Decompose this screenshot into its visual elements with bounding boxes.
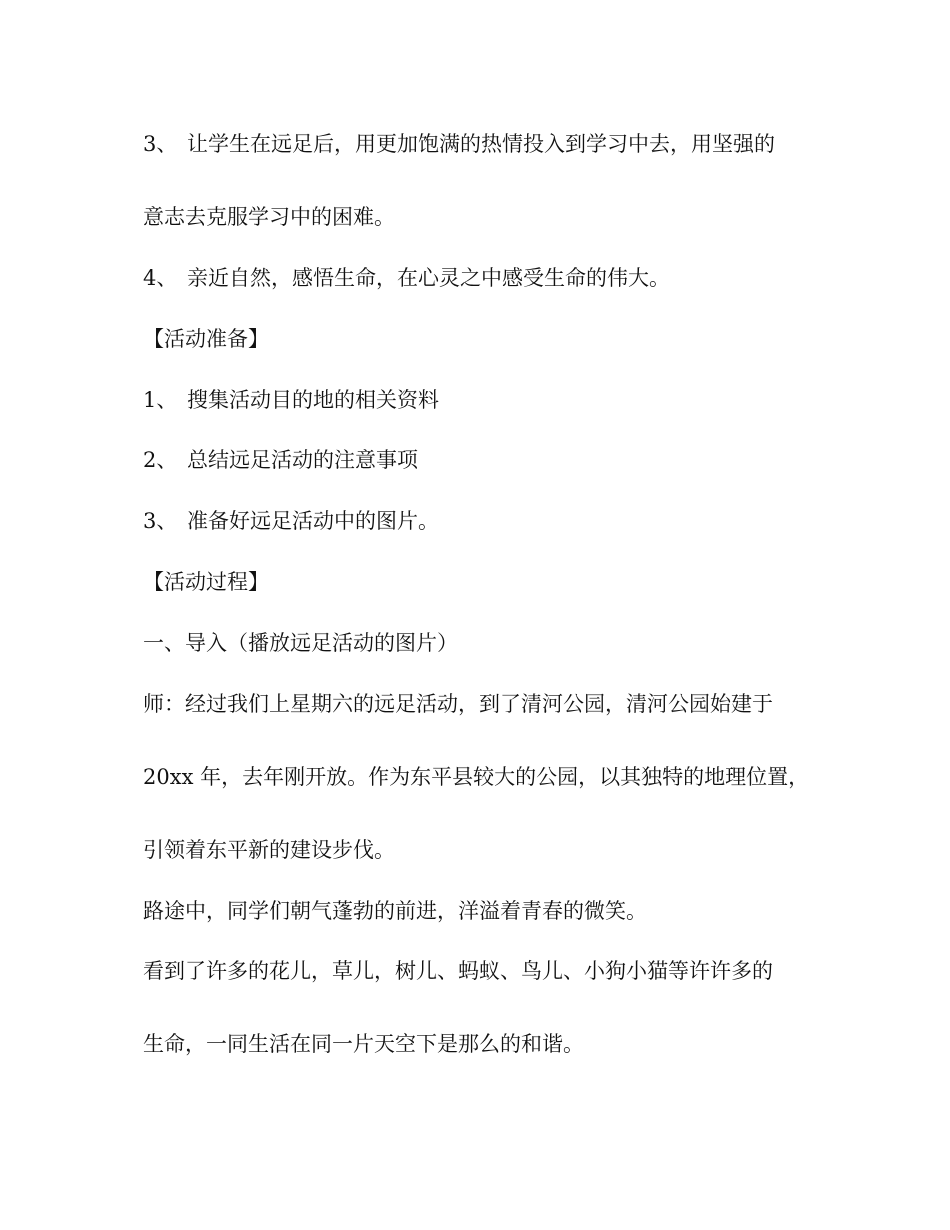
paragraph-line: 20xx 年，去年刚开放。作为东平县较大的公园，以其独特的地理位置， [143, 765, 810, 789]
paragraph-line: 路途中，同学们朝气蓬勃的前进，洋溢着青春的微笑。 [143, 899, 647, 923]
list-item-2 [143, 446, 843, 474]
list-item-4 [143, 264, 843, 292]
item-number: 3、 [143, 509, 178, 533]
paragraph-line: 看到了许多的花儿，草儿，树儿、蚂蚁、鸟儿、小狗小猫等许许多的 [143, 959, 773, 983]
list-item-1 [143, 386, 843, 414]
item-number: 3、 [143, 132, 178, 156]
item-number: 1、 [143, 388, 178, 412]
section-heading-preparation: 【活动准备】 [143, 327, 269, 351]
list-item-3 [143, 130, 843, 158]
item-text: 亲近自然，感悟生命，在心灵之中感受生命的伟大。 [187, 266, 670, 290]
subheading-intro: 一、导入（播放远足活动的图片） [143, 631, 458, 655]
section-heading-process: 【活动过程】 [143, 570, 269, 594]
item-text: 准备好远足活动中的图片。 [187, 509, 439, 533]
item-number: 2、 [143, 448, 178, 472]
paragraph-line: 生命，一同生活在同一片天空下是那么的和谐。 [143, 1032, 584, 1056]
item-text: 总结远足活动的注意事项 [187, 448, 418, 472]
list-item-3b [143, 507, 843, 535]
paragraph-line: 引领着东平新的建设步伐。 [143, 838, 395, 862]
paragraph-line: 师：经过我们上星期六的远足活动，到了清河公园，清河公园始建于 [143, 692, 773, 716]
item-number: 4、 [143, 266, 178, 290]
item-text: 让学生在远足后，用更加饱满的热情投入到学习中去，用坚强的 [187, 132, 775, 156]
paragraph-line: 意志去克服学习中的困难。 [143, 205, 395, 229]
item-text: 搜集活动目的地的相关资料 [187, 388, 439, 412]
